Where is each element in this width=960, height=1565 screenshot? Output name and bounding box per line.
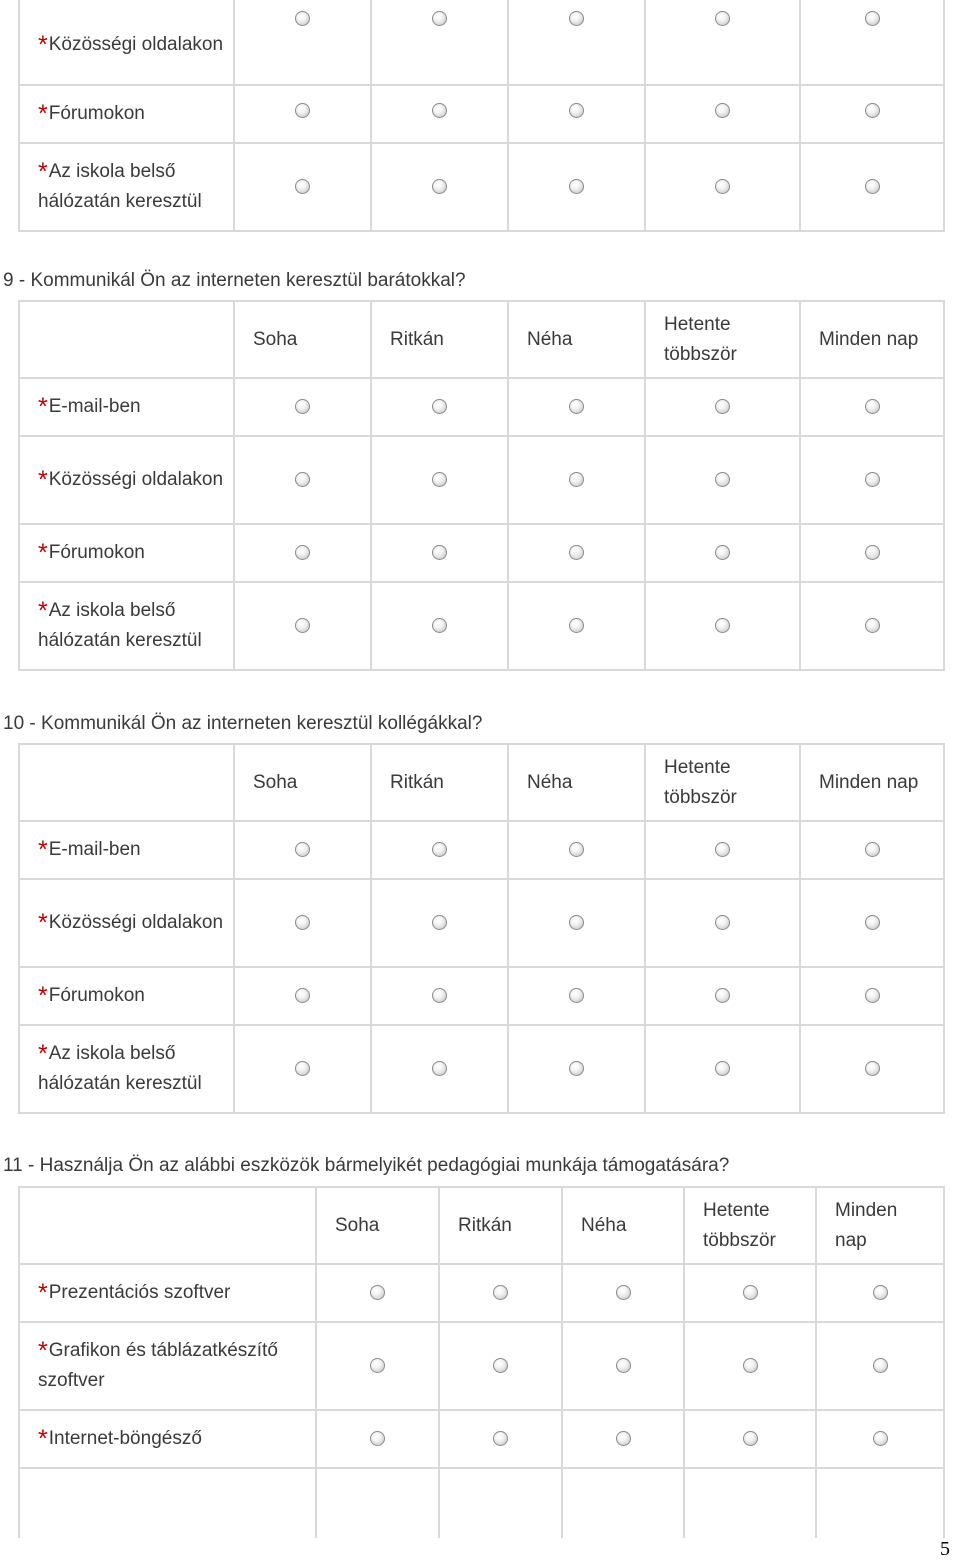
table-row: [19, 1322, 944, 1410]
radio-option[interactable]: [432, 11, 447, 26]
radio-option[interactable]: [715, 915, 730, 930]
table-row: [19, 821, 944, 879]
radio-option[interactable]: [569, 103, 584, 118]
radio-option[interactable]: [873, 1285, 888, 1300]
row-label: *Internet-böngésző: [19, 1410, 316, 1468]
row-label: *Fórumokon: [19, 967, 234, 1025]
row-label: *Az iskola belső hálózatán keresztül: [19, 143, 234, 231]
radio-option[interactable]: [295, 103, 310, 118]
table-row: [19, 436, 944, 524]
radio-option[interactable]: [715, 472, 730, 487]
radio-option[interactable]: [370, 1285, 385, 1300]
radio-option[interactable]: [569, 1061, 584, 1076]
table-row: [19, 0, 944, 85]
row-label: *Prezentációs szoftver: [19, 1264, 316, 1322]
radio-option[interactable]: [432, 399, 447, 414]
radio-option[interactable]: [569, 399, 584, 414]
radio-option[interactable]: [715, 1061, 730, 1076]
radio-option[interactable]: [569, 11, 584, 26]
table-row: [19, 1410, 944, 1468]
radio-option[interactable]: [569, 842, 584, 857]
empty-cell: [684, 1468, 816, 1538]
radio-option[interactable]: [715, 103, 730, 118]
question-title: 11 - Használja Ön az alábbi eszközök bármelyikét pedagógiai munkája támogatására?: [3, 1155, 730, 1176]
required-mark: *: [38, 539, 48, 567]
radio-option[interactable]: [873, 1358, 888, 1373]
q10-table: [18, 743, 945, 1114]
required-mark: *: [38, 158, 48, 186]
radio-option[interactable]: [616, 1285, 631, 1300]
radio-option[interactable]: [715, 399, 730, 414]
radio-option[interactable]: [432, 915, 447, 930]
question-title: 10 - Kommunikál Ön az interneten keresztül kollégákkal?: [3, 713, 483, 734]
required-mark: *: [38, 100, 48, 128]
column-header: Néha: [508, 744, 645, 821]
radio-option[interactable]: [493, 1358, 508, 1373]
radio-option[interactable]: [295, 915, 310, 930]
radio-option[interactable]: [295, 1061, 310, 1076]
empty-cell: [316, 1468, 439, 1538]
radio-option[interactable]: [432, 103, 447, 118]
empty-cell: [439, 1468, 562, 1538]
radio-option[interactable]: [493, 1431, 508, 1446]
row-label: *Az iskola belső hálózatán keresztül: [19, 582, 234, 670]
header-empty: [19, 301, 234, 378]
table-row: [19, 967, 944, 1025]
required-mark: *: [38, 836, 48, 864]
radio-option[interactable]: [432, 1061, 447, 1076]
row-label: *Közösségi oldalakon: [19, 436, 234, 524]
radio-option[interactable]: [370, 1358, 385, 1373]
radio-option[interactable]: [865, 545, 880, 560]
radio-option[interactable]: [715, 11, 730, 26]
table-row: [19, 378, 944, 436]
radio-option[interactable]: [865, 842, 880, 857]
question-title: 9 - Kommunikál Ön az interneten keresztül barátokkal?: [3, 270, 466, 291]
header-row: [19, 744, 944, 821]
radio-option[interactable]: [865, 103, 880, 118]
radio-option[interactable]: [432, 988, 447, 1003]
radio-option[interactable]: [865, 11, 880, 26]
radio-option[interactable]: [715, 988, 730, 1003]
radio-option[interactable]: [616, 1431, 631, 1446]
radio-option[interactable]: [370, 1431, 385, 1446]
radio-option[interactable]: [569, 179, 584, 194]
column-header: Minden nap: [816, 1187, 944, 1264]
radio-option[interactable]: [493, 1285, 508, 1300]
radio-option[interactable]: [432, 472, 447, 487]
column-header: Hetente többször: [645, 301, 800, 378]
radio-option[interactable]: [569, 988, 584, 1003]
column-header: Soha: [316, 1187, 439, 1264]
empty-cell: [19, 1468, 316, 1538]
radio-option[interactable]: [569, 915, 584, 930]
radio-option[interactable]: [295, 11, 310, 26]
column-header: Ritkán: [371, 301, 508, 378]
header-empty: [19, 744, 234, 821]
radio-option[interactable]: [865, 1061, 880, 1076]
required-mark: *: [38, 909, 48, 937]
radio-option[interactable]: [432, 179, 447, 194]
column-header: Néha: [508, 301, 645, 378]
radio-option[interactable]: [295, 472, 310, 487]
radio-option[interactable]: [865, 472, 880, 487]
radio-option[interactable]: [569, 472, 584, 487]
radio-option[interactable]: [295, 179, 310, 194]
radio-option[interactable]: [715, 618, 730, 633]
row-label: *Közösségi oldalakon: [19, 0, 234, 85]
column-header: Néha: [562, 1187, 684, 1264]
radio-option[interactable]: [616, 1358, 631, 1373]
q9-table: [18, 300, 945, 671]
radio-option[interactable]: [715, 842, 730, 857]
header-empty: [19, 1187, 316, 1264]
header-row: [19, 301, 944, 378]
radio-option[interactable]: [295, 545, 310, 560]
row-label: *Az iskola belső hálózatán keresztül: [19, 1025, 234, 1113]
required-mark: *: [38, 1279, 48, 1307]
page-number: 5: [940, 1538, 950, 1560]
column-header: Ritkán: [371, 744, 508, 821]
column-header: Soha: [234, 744, 371, 821]
radio-option[interactable]: [295, 618, 310, 633]
column-header: Soha: [234, 301, 371, 378]
required-mark: *: [38, 31, 48, 59]
radio-option[interactable]: [715, 179, 730, 194]
row-label: *Grafikon és táblázatkészítő szoftver: [19, 1322, 316, 1410]
required-mark: *: [38, 1040, 48, 1068]
row-label: *E-mail-ben: [19, 821, 234, 879]
radio-option[interactable]: [865, 618, 880, 633]
radio-option[interactable]: [432, 618, 447, 633]
table-row: [19, 1468, 944, 1538]
required-mark: *: [38, 466, 48, 494]
radio-option[interactable]: [865, 915, 880, 930]
radio-option[interactable]: [432, 545, 447, 560]
radio-option[interactable]: [295, 988, 310, 1003]
required-mark: *: [38, 1425, 48, 1453]
row-label: *Közösségi oldalakon: [19, 879, 234, 967]
radio-option[interactable]: [295, 399, 310, 414]
radio-option[interactable]: [865, 988, 880, 1003]
required-mark: *: [38, 597, 48, 625]
column-header: Hetente többször: [645, 744, 800, 821]
column-header: Hetente többször: [684, 1187, 816, 1264]
radio-option[interactable]: [295, 842, 310, 857]
table-row: [19, 524, 944, 582]
table-row: [19, 143, 944, 231]
radio-option[interactable]: [432, 842, 447, 857]
radio-option[interactable]: [569, 545, 584, 560]
table-row: [19, 1264, 944, 1322]
table-row: [19, 1025, 944, 1113]
required-mark: *: [38, 982, 48, 1010]
radio-option[interactable]: [865, 399, 880, 414]
top-partial-table: [18, 0, 945, 232]
radio-option[interactable]: [743, 1431, 758, 1446]
required-mark: *: [38, 393, 48, 421]
radio-option[interactable]: [569, 618, 584, 633]
empty-cell: [816, 1468, 944, 1538]
table-row: [19, 582, 944, 670]
radio-option[interactable]: [715, 545, 730, 560]
table-row: [19, 85, 944, 143]
header-row: [19, 1187, 944, 1264]
required-mark: *: [38, 1337, 48, 1365]
row-label: *Fórumokon: [19, 85, 234, 143]
row-label: *Fórumokon: [19, 524, 234, 582]
column-header: Minden nap: [800, 744, 944, 821]
empty-cell: [562, 1468, 684, 1538]
radio-option[interactable]: [743, 1358, 758, 1373]
radio-option[interactable]: [873, 1431, 888, 1446]
column-header: Minden nap: [800, 301, 944, 378]
row-label: *E-mail-ben: [19, 378, 234, 436]
radio-option[interactable]: [743, 1285, 758, 1300]
table-row: [19, 879, 944, 967]
q11-table: [18, 1186, 945, 1538]
radio-option[interactable]: [865, 179, 880, 194]
column-header: Ritkán: [439, 1187, 562, 1264]
